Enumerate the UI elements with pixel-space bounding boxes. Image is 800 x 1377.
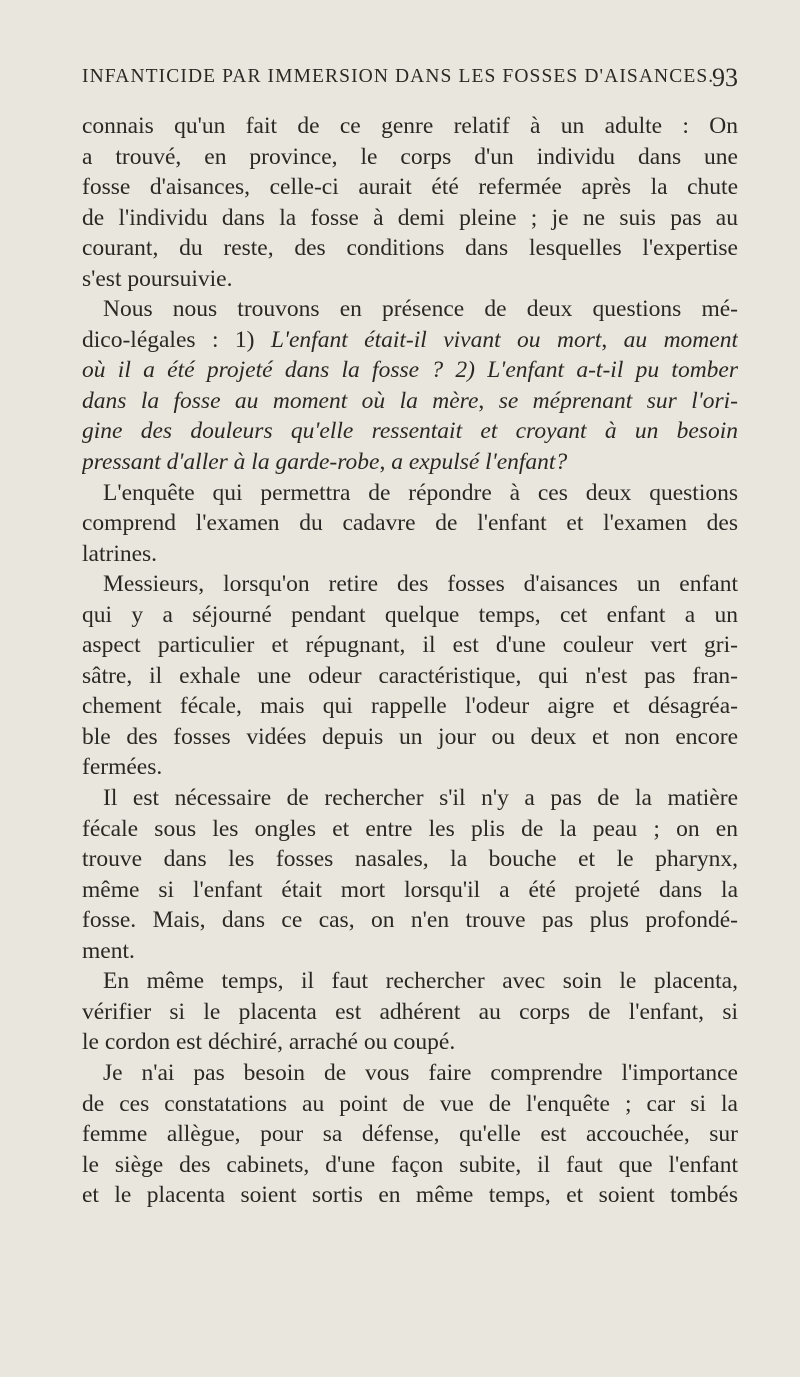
text-line: aspect particulier et répugnant, il est d'une couleur vert gri-	[82, 632, 738, 659]
text-line: Il est nécessaire de rechercher s'il n'y a pas de la matière	[103, 785, 738, 812]
text-line: ble des fosses vidées depuis un jour ou deux et non encore	[82, 723, 738, 750]
italic-text: dans la fosse au moment où la mère	[82, 387, 479, 414]
text-line: a trouvé, en province, le corps d'un individu dans une	[82, 143, 738, 170]
text-line: fosse d'aisances, celle-ci aurait été refermée après la chute	[82, 174, 738, 201]
italic-text: pressant d'aller à la garde-robe	[82, 449, 380, 476]
text-line: connais qu'un fait de ce genre relatif à un adulte : On	[82, 113, 738, 139]
text-line: de l'individu dans la fosse à demi pleine ; je ne suis pas au	[82, 204, 738, 231]
text-line: ment.	[82, 937, 135, 964]
text-line	[82, 447, 738, 478]
text-line: sâtre, il exhale une odeur caractéristique, qui n'est pas fran-	[82, 662, 738, 689]
text-segment: dico-légales : 1)	[82, 326, 271, 353]
text-line: vérifier si le placenta est adhérent au corps de l'enfant, si	[82, 998, 738, 1025]
italic-text: L'enfant était-il vivant ou mort	[270, 326, 602, 353]
text-segment: ,	[601, 326, 624, 353]
text-line: où il a été projeté dans la fosse ? 2) L'enfant a-t-il pu tomber	[82, 357, 738, 384]
text-line: le siège des cabinets, d'une façon subite, il faut que l'enfant	[82, 1151, 738, 1178]
text-line: En même temps, il faut rechercher avec soin le placenta,	[103, 968, 738, 995]
running-header	[82, 63, 738, 92]
text-line	[82, 386, 738, 417]
text-line: même si l'enfant était mort lorsqu'il a été projeté dans la	[82, 876, 738, 903]
text-line: courant, du reste, des conditions dans lesquelles l'expertise	[82, 235, 738, 262]
italic-text: a expulsé l'enfant?	[391, 449, 568, 476]
running-title: INFANTICIDE PAR IMMERSION DANS LES FOSSES D'AISANCES.	[82, 66, 715, 87]
text-line: de ces constatations au point de vue de l'enquête ; car si la	[82, 1090, 738, 1117]
italic-text: se méprenant sur l'ori-	[498, 387, 738, 414]
text-line: latrines.	[82, 540, 158, 567]
text-line: Messieurs, lorsqu'on retire des fosses d'aisances un enfant	[103, 571, 738, 598]
text-line: fosse. Mais, dans ce cas, on n'en trouve pas plus profondé-	[82, 907, 738, 934]
text-line: le cordon est déchiré, arraché ou coupé.	[82, 1029, 456, 1056]
text-line: et le placenta soient sortis en même temps, et soient tombés	[82, 1182, 738, 1209]
text-line	[82, 325, 738, 356]
text-line: chement fécale, mais qui rappelle l'odeur aigre et désagréa-	[82, 693, 738, 720]
text-segment: ,	[379, 449, 392, 476]
italic-text: au moment	[623, 326, 738, 353]
text-line: trouve dans les fosses nasales, la bouche et le pharynx,	[82, 846, 738, 873]
text-line: femme allègue, pour sa défense, qu'elle est accouchée, sur	[82, 1121, 738, 1148]
text-segment: ,	[478, 387, 499, 414]
text-line: fermées.	[82, 754, 163, 781]
text-line: gine des douleurs qu'elle ressentait et croyant à un besoin	[82, 418, 738, 445]
page-number: 93	[712, 63, 738, 92]
text-line: Nous nous trouvons en présence de deux questions mé-	[103, 296, 738, 323]
text-line: comprend l'examen du cadavre de l'enfant et l'examen des	[82, 510, 738, 537]
text-line: fécale sous les ongles et entre les plis de la peau ; on en	[82, 815, 738, 842]
text-line: Je n'ai pas besoin de vous faire comprendre l'importance	[103, 1059, 738, 1086]
text-line: s'est poursuivie.	[82, 265, 233, 292]
body-text	[82, 111, 738, 1211]
text-line: L'enquête qui permettra de répondre à ces deux questions	[103, 479, 738, 506]
text-line: qui y a séjourné pendant quelque temps, cet enfant a un	[82, 601, 738, 628]
